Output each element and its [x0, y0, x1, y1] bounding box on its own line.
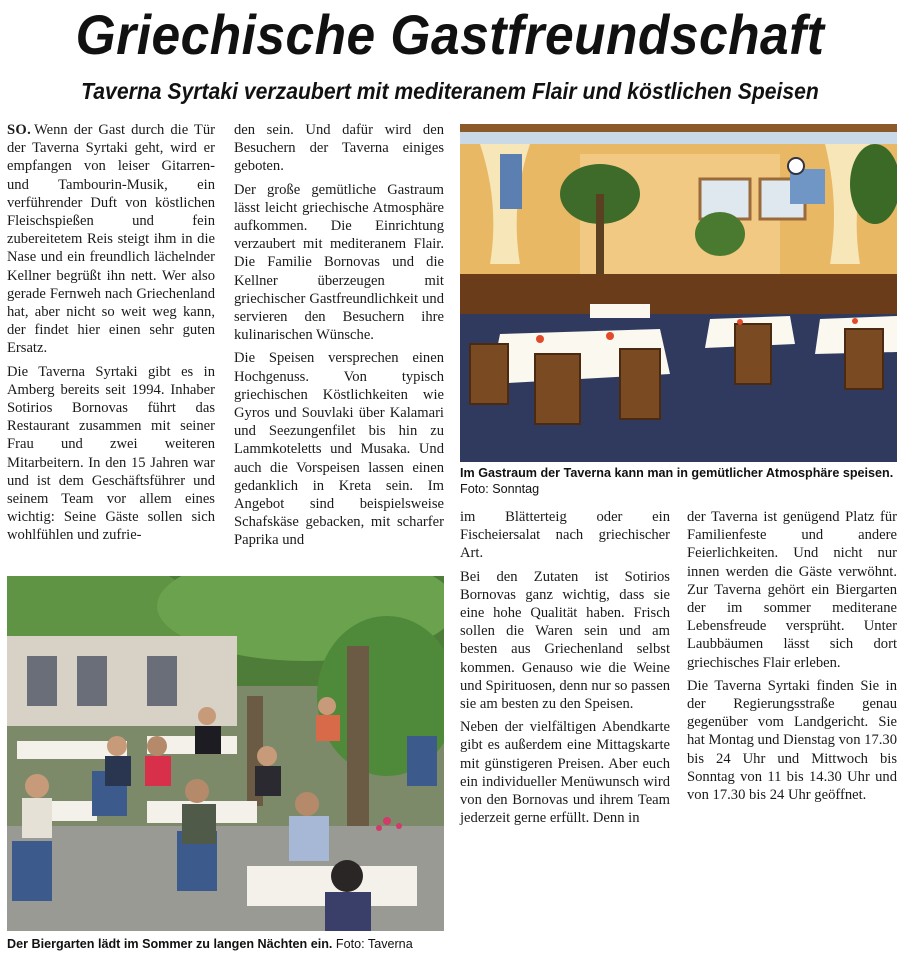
paragraph: Der große gemütliche Gastraum lässt leicht griechische Atmosphäre aufkommen. Die Einrichtung verzaubert mit mediteranem Flair. Die Familie Bornovas und die Kellner überzeugen mit griechischer Gastfreundlichkeit und servieren den Besuchern ihre kulinarischen Wünsche. [234, 181, 444, 344]
article-column-2 [234, 121, 444, 555]
paragraph: Neben der vielfältigen Abendkarte gibt es außerdem eine Mittagskarte mit günstigeren Preisen. Aber euch ein individueller Menüwunsch wird von den Bornovas und ihrem Team jederzeit gerne erfüllt. Denn in [460, 719, 670, 827]
photo-credit: Foto: Sonntag [460, 482, 540, 496]
paragraph: Die Speisen versprechen einen Hochgenuss. Von typisch griechischen Köstlichkeiten wie Gyros und Souvlaki über Kalamari und Seezungenfilet bis hin zu Lammkoteletts und Musaka. Und auch die Vorspeisen lassen einen gedanklich in Kreta sein. Im Angebot sind beispielsweise Schafskäse gebacken, mit scharfer Paprika und [234, 350, 444, 549]
beer-garden-photo-caption [7, 936, 447, 952]
headline: Griechische Gastfreundschaft [75, 3, 825, 66]
subheadline: Taverna Syrtaki verzaubert mit mediteranem Flair und köstlichen Speisen [81, 78, 819, 104]
article-column-3 [460, 508, 670, 832]
interior-photo-caption [460, 465, 900, 497]
paragraph: im Blätterteig oder ein Fischeiersalat nach griechischer Art. [460, 509, 670, 562]
caption-text: Der Biergarten lädt im Sommer zu langen Nächten ein. [7, 937, 333, 951]
paragraph: der Taverna ist genügend Platz für Familienfeste und andere Feierlichkeiten. Und nicht nur innen werden die Gäste verwöhnt. Zur Taverna gehört ein Biergarten der im sommer mediterane Lebensfreude versprüht. Unter Laubbäumen lässt sich dort griechisches Flair erleben. [687, 509, 897, 671]
photo-credit: Foto: Taverna [335, 937, 413, 951]
paragraph [7, 121, 215, 358]
paragraph-text: Wenn der Gast durch die Tür der Taverna Syrtaki geht, wird er empfangen von leiser Gitarren- und Tambourin-Musik, ein verführender Duft von köstlichen Fleischspießen und fein zubereitetem Reis steigt ihm in die Nase und ein freundlich lächelnder Kellner begrüßt ihn nett. Wer also gerade Fernweh nach Griechenland hat, aber nicht so weit weg kann, der findet hier einen sehr guten Ersatz. [7, 122, 215, 357]
caption-text: Im Gastraum der Taverna kann man in gemütlicher Atmosphäre speisen. [460, 466, 894, 480]
article-column-4 [687, 508, 897, 809]
interior-photo [460, 124, 897, 462]
paragraph: Die Taverna Syrtaki finden Sie in der Regierungsstraße genau gegenüber vom Landgericht. Sie hat Montag und Dienstag von 17.30 bis 24 Uhr und Mittwoch bis Sonntag von 11 bis 14.30 Uhr und von 17.30 bis 24 Uhr geöffnet. [687, 677, 897, 804]
paragraph: Die Taverna Syrtaki gibt es in Amberg bereits seit 1994. Inhaber Sotirios Bornovas führt das Restaurant zusammen mit seiner Frau und zwei weiteren Mitarbeitern. In den 15 Jahren war und ist dem Geschäftsführer und seinem Team vor allem eines wichtig: Seine Gäste sollen sich wohlfühlen und zufrie- [7, 363, 215, 544]
author-tag: SO. [7, 122, 32, 138]
paragraph: den sein. Und dafür wird den Besuchern der Taverna einiges geboten. [234, 122, 444, 175]
article-column-1 [7, 121, 215, 550]
paragraph: Bei den Zutaten ist Sotirios Bornovas ganz wichtig, dass sie eine hohe Qualität haben. Frisch sollen die Waren sein und am besten aus Griechenland selbst kommen. Genauso wie die Weine und Spirituosen, denn nur so passen sie am besten zu den Speisen. [460, 568, 670, 713]
beer-garden-photo [7, 576, 444, 931]
